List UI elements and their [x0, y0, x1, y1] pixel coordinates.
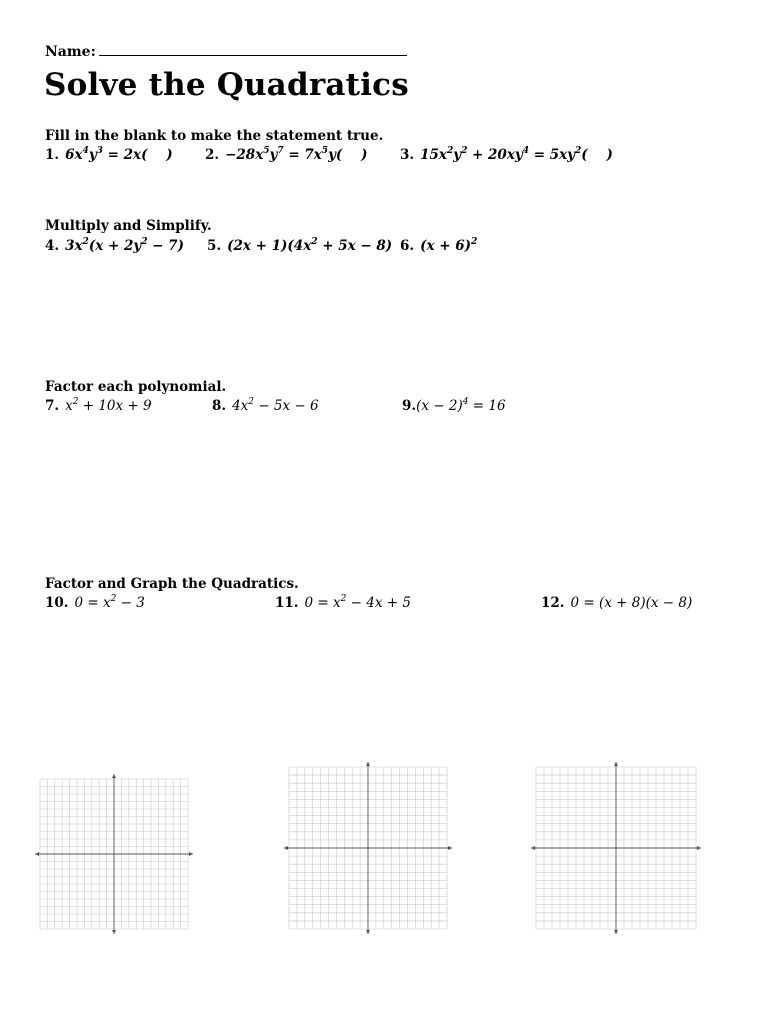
- problem-expression: $3x^2(x + 2y^2 - 7)$: [65, 237, 184, 254]
- x-axis-arrow-icon: [189, 852, 193, 856]
- problem-expression: $6x^4y^3 = 2x$( ): [65, 146, 173, 163]
- problem-expression: $(x + 6)^2$: [420, 237, 478, 254]
- graph-grid-10: [34, 773, 194, 935]
- problem-expression: 0 = (x + 8)(x − 8): [570, 595, 693, 611]
- section-heading-factor-graph: Factor and Graph the Quadratics.: [45, 576, 299, 592]
- x-axis-arrow-icon: [284, 846, 288, 850]
- problem-number: 12.: [541, 595, 565, 611]
- name-label: Name:: [45, 44, 96, 60]
- problem-4: [45, 238, 184, 254]
- problem-number: 2.: [205, 147, 220, 163]
- problem-7: [45, 398, 152, 414]
- name-blank-line[interactable]: [99, 54, 407, 56]
- graph-grid-11: [283, 761, 453, 935]
- name-field: [45, 44, 407, 60]
- y-axis-arrow-icon: [366, 930, 370, 934]
- problem-number: 6.: [400, 238, 415, 254]
- problem-6: [400, 238, 477, 254]
- problem-number: 4.: [45, 238, 60, 254]
- problem-12: [541, 595, 692, 611]
- problem-5: [207, 238, 392, 254]
- problem-expression: $4x^2 - 5x - 6$: [232, 397, 319, 414]
- problem-number: 1.: [45, 147, 60, 163]
- problem-2: [205, 147, 367, 163]
- problem-10: [45, 595, 145, 611]
- coordinate-grid: [283, 761, 453, 935]
- problem-8: [212, 398, 319, 414]
- problem-number: 11.: [275, 595, 299, 611]
- y-axis-arrow-icon: [614, 930, 618, 934]
- y-axis-arrow-icon: [366, 762, 370, 766]
- problem-9: [402, 398, 506, 414]
- x-axis-arrow-icon: [35, 852, 39, 856]
- coordinate-grid: [530, 761, 702, 935]
- y-axis-arrow-icon: [614, 762, 618, 766]
- section-heading-multiply: Multiply and Simplify.: [45, 218, 212, 234]
- problem-number: 8.: [212, 398, 227, 414]
- x-axis-arrow-icon: [697, 846, 701, 850]
- x-axis-arrow-icon: [448, 846, 452, 850]
- y-axis-arrow-icon: [112, 930, 116, 934]
- problem-expression: $(2x + 1)(4x^2 + 5x - 8)$: [227, 237, 393, 254]
- problem-expression: $0 = x^2 - 3$: [74, 594, 145, 611]
- problem-expression: $15x^2y^2 + 20xy^4 = 5xy^2$( ): [420, 146, 613, 163]
- section-heading-fill-blank: Fill in the blank to make the statement true.: [45, 128, 384, 144]
- problem-expression: $x^2 + 10x + 9$: [65, 397, 152, 414]
- problem-number: 9.: [402, 398, 417, 414]
- problem-1: [45, 147, 173, 163]
- problem-number: 5.: [207, 238, 222, 254]
- problem-3: [400, 147, 613, 163]
- x-axis-arrow-icon: [531, 846, 535, 850]
- problem-expression: $-28x^5y^7 = 7x^5y$( ): [225, 146, 368, 163]
- y-axis-arrow-icon: [112, 774, 116, 778]
- coordinate-grid: [34, 773, 194, 935]
- problem-11: [275, 595, 411, 611]
- graph-grid-12: [530, 761, 702, 935]
- problem-number: 7.: [45, 398, 60, 414]
- problem-number: 3.: [400, 147, 415, 163]
- page-title: Solve the Quadratics: [44, 67, 409, 103]
- problem-expression: $(x - 2)^4 = 16$: [416, 397, 506, 414]
- section-heading-factor: Factor each polynomial.: [45, 379, 227, 395]
- problem-number: 10.: [45, 595, 69, 611]
- problem-expression: $0 = x^2 - 4x + 5$: [304, 594, 411, 611]
